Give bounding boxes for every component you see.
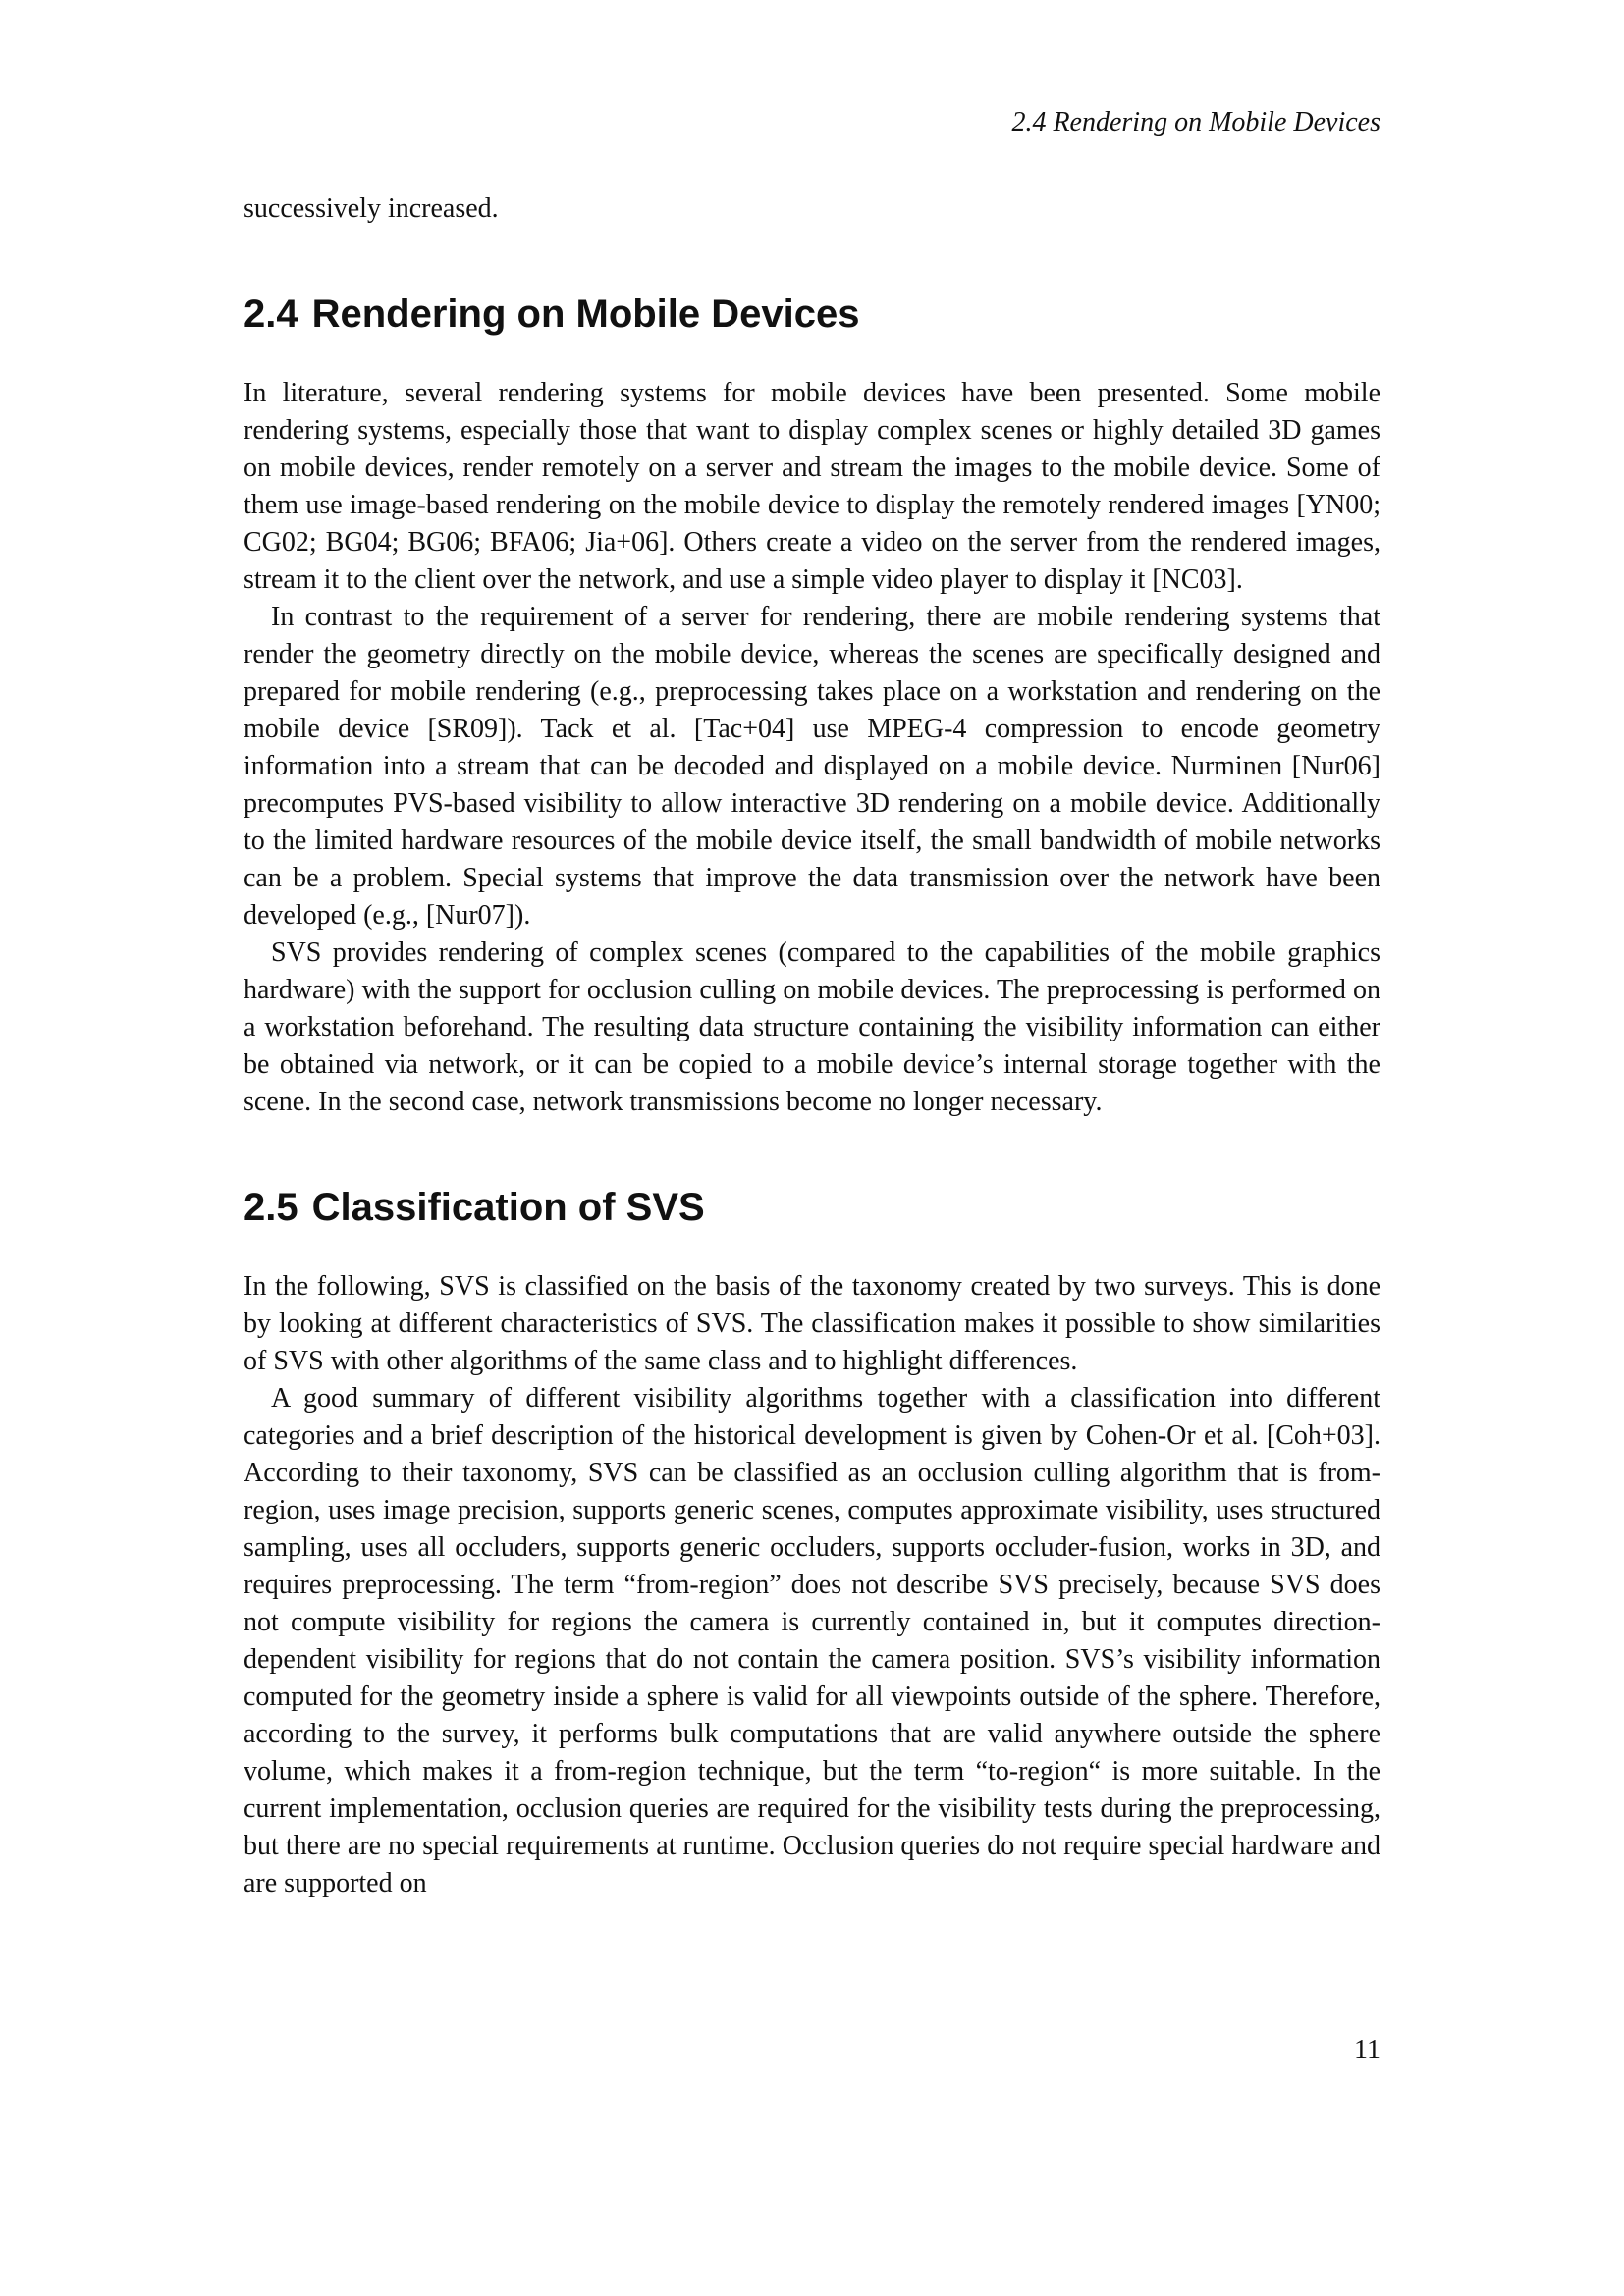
continued-text: successively increased. (244, 193, 499, 224)
section-classification-svs (244, 1184, 1380, 1902)
section-title: Classification of SVS (311, 1186, 705, 1229)
section-number: 2.4 (244, 293, 298, 336)
section-spacer (244, 1121, 1380, 1184)
paragraph: A good summary of different visibility algorithms together with a classification into different categories and a brief description of the historical development is given by Cohen-Or et al. [Coh+03]. According to their taxonomy, SVS can be classified as an occlusion culling algorithm that is from-region, uses image precision, supports generic scenes, computes approximate visibility, uses structured sampling, uses all occluders, supports generic occluders, supports occluder-fusion, works in 3D, and requires preprocessing. The term “from-region” does not describe SVS precisely, because SVS does not compute visibility for regions the camera is currently contained in, but it computes direction-dependent visibility for regions that do not contain the camera position. SVS’s visibility information computed for the geometry inside a sphere is valid for all viewpoints outside of the sphere. Therefore, according to the survey, it performs bulk computations that are valid anywhere outside the sphere volume, which makes it a from-region technique, but the term “to-region“ is more suitable. In the current implementation, occlusion queries are required for the visibility tests during the preprocessing, but there are no special requirements at runtime. Occlusion queries do not require special hardware and are supported on (244, 1383, 1380, 1898)
section-heading (244, 291, 1380, 338)
section-heading (244, 1184, 1380, 1231)
page-number: 11 (1354, 2035, 1380, 2065)
running-header: 2.4 Rendering on Mobile Devices (1011, 107, 1380, 137)
section-number: 2.5 (244, 1186, 298, 1229)
paragraph: In contrast to the requirement of a server for rendering, there are mobile rendering systems that render the geometry directly on the mobile device, whereas the scenes are specifically designed and prepared for mobile rendering (e.g., preprocessing takes place on a workstation and rendering on the mobile device [SR09]). Tack et al. [Tac+04] use MPEG-4 compression to encode geometry information into a stream that can be decoded and displayed on a mobile device. Nurminen [Nur06] precomputes PVS-based visibility to allow interactive 3D rendering on a mobile device. Additionally to the limited hardware resources of the mobile device itself, the small bandwidth of mobile networks can be a problem. Special systems that improve the data transmission over the network have been developed (e.g., [Nur07]). (244, 602, 1380, 931)
paragraph: In literature, several rendering systems for mobile devices have been presented. Some mobile rendering systems, especially those that want to display complex scenes or highly detailed 3D games on mobile devices, render remotely on a server and stream the images to the mobile device. Some of them use image-based rendering on the mobile device to display the remotely rendered images [YN00; CG02; BG04; BG06; BFA06; Jia+06]. Others create a video on the server from the rendered images, stream it to the client over the network, and use a simple video player to display it [NC03]. (244, 378, 1380, 595)
paragraph: SVS provides rendering of complex scenes (compared to the capabilities of the mobile graphics hardware) with the support for occlusion culling on mobile devices. The preprocessing is performed on a workstation beforehand. The resulting data structure containing the visibility information can either be obtained via network, or it can be copied to a mobile device’s internal storage together with the scene. In the second case, network transmissions become no longer necessary. (244, 937, 1380, 1117)
section-title: Rendering on Mobile Devices (311, 293, 860, 336)
paragraph: In the following, SVS is classified on the basis of the taxonomy created by two surveys. This is done by looking at different characteristics of SVS. The classification makes it possible to show similarities of SVS with other algorithms of the same class and to highlight differences. (244, 1271, 1380, 1376)
page-content (244, 190, 1380, 1902)
section-rendering-mobile-devices (244, 291, 1380, 1121)
